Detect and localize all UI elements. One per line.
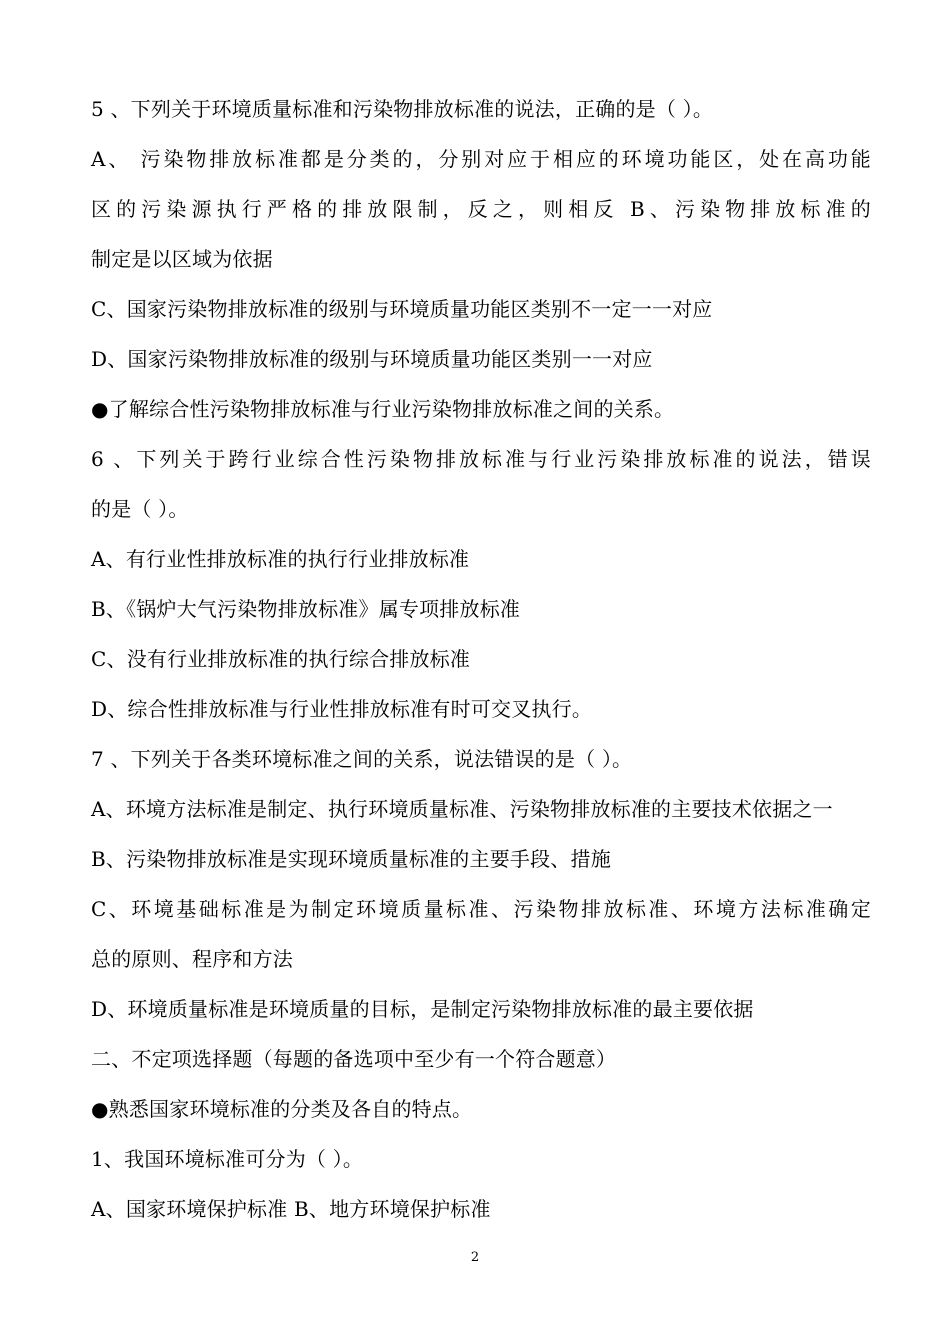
question-5-option-a-line-2: 区的污染源执行严格的排放限制，反之，则相反 B、污染物排放标准的 (91, 197, 871, 221)
question-6-option-c: C、没有行业排放标准的执行综合排放标准 (91, 647, 471, 671)
question-7-option-b: B、污染物排放标准是实现环境质量标准的主要手段、措施 (91, 847, 611, 871)
question-7-option-a: A、环境方法标准是制定、执行环境质量标准、污染物排放标准的主要技术依据之一 (91, 797, 833, 821)
page-number: 2 (470, 1250, 480, 1265)
question-5-option-c: C、国家污染物排放标准的级别与环境质量功能区类别不一定一一对应 (91, 297, 713, 321)
question-6-option-a: A、有行业性排放标准的执行行业排放标准 (91, 547, 470, 571)
question-7-option-d: D、环境质量标准是环境质量的目标，是制定污染物排放标准的最主要依据 (91, 997, 754, 1021)
question-6-option-b: B、《锅炉大气污染物排放标准》属专项排放标准 (91, 597, 521, 621)
question-6-stem-line-1: 6 、下列关于跨行业综合性污染物排放标准与行业污染排放标准的说法，错误 (91, 447, 871, 471)
section-title-multiple-choice: 二、不定项选择题（每题的备选项中至少有一个符合题意） (91, 1047, 617, 1071)
question-5-option-d: D、国家污染物排放标准的级别与环境质量功能区类别一一对应 (91, 347, 653, 371)
question-7-option-c-line-2: 总的原则、程序和方法 (91, 947, 293, 971)
question-5-option-a-line-1: A、 污染物排放标准都是分类的，分别对应于相应的环境功能区，处在高功能 (91, 147, 871, 171)
question-5-option-b-line-2: 制定是以区域为依据 (91, 247, 273, 271)
question-7-stem: 7 、下列关于各类环境标准之间的关系，说法错误的是（ ）。 (91, 747, 633, 771)
question-6-stem-line-2: 的是（ ）。 (91, 497, 189, 521)
question-1-stem: 1、我国环境标准可分为（ ）。 (91, 1147, 364, 1171)
question-7-option-c-line-1: C、环境基础标准是为制定环境质量标准、污染物排放标准、环境方法标准确定 (91, 897, 871, 921)
section-bullet-heading-2: ●熟悉国家环境标准的分类及各自的特点。 (91, 1097, 473, 1121)
section-bullet-heading: ●了解综合性污染物排放标准与行业污染物排放标准之间的关系。 (91, 397, 675, 421)
question-1-options-a-b: A、国家环境保护标准 B、地方环境保护标准 (91, 1197, 491, 1221)
question-5-stem: 5 、下列关于环境质量标准和污染物排放标准的说法，正确的是（ ）。 (91, 97, 714, 121)
question-6-option-d: D、综合性排放标准与行业性排放标准有时可交叉执行。 (91, 697, 593, 721)
